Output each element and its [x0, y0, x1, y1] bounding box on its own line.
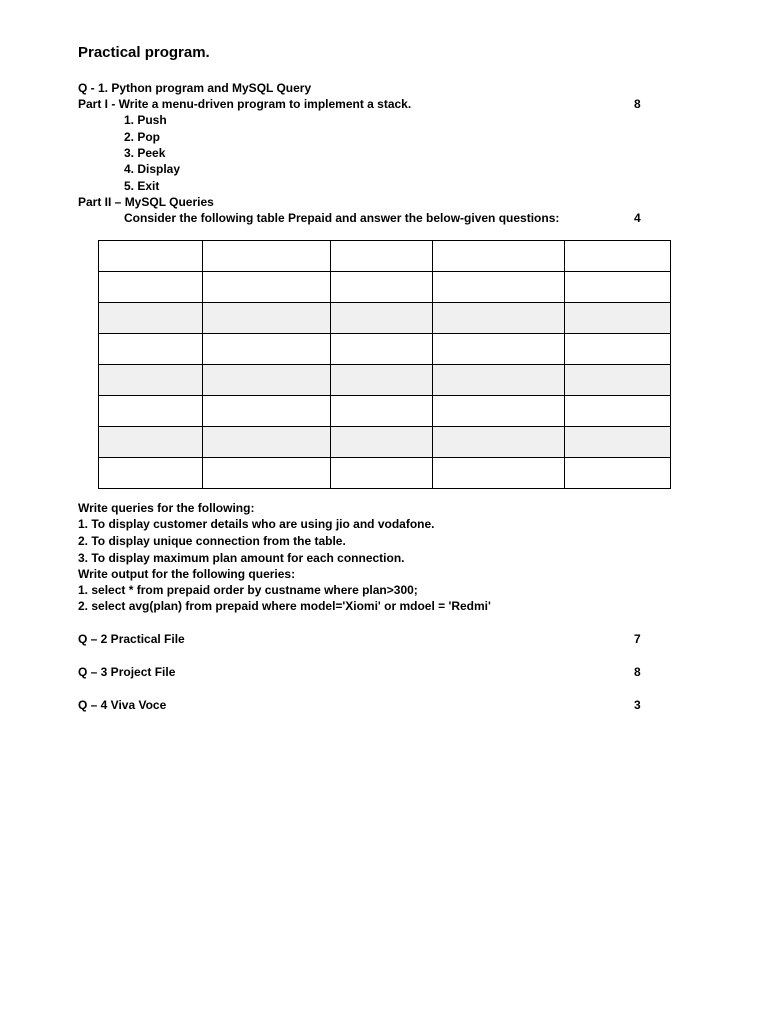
table-cell — [99, 303, 203, 334]
table-cell — [433, 241, 565, 272]
table-cell — [331, 334, 433, 365]
table-row — [99, 396, 671, 427]
q4-marks: 3 — [634, 698, 641, 712]
table-cell — [99, 365, 203, 396]
table-row — [99, 365, 671, 396]
table-row — [99, 458, 671, 489]
table-cell — [331, 396, 433, 427]
table-cell — [99, 396, 203, 427]
q1-heading: Q - 1. Python program and MySQL Query — [78, 81, 312, 95]
menu-item-exit: 5. Exit — [124, 179, 160, 193]
table-cell — [331, 241, 433, 272]
table-cell — [99, 272, 203, 303]
table-cell — [565, 427, 671, 458]
table-cell — [99, 427, 203, 458]
q4-label: Q – 4 Viva Voce — [78, 698, 167, 712]
table-cell — [433, 458, 565, 489]
table-row — [99, 303, 671, 334]
table-cell — [433, 303, 565, 334]
table-cell — [433, 365, 565, 396]
table-cell — [331, 272, 433, 303]
table-cell — [99, 334, 203, 365]
table-cell — [565, 458, 671, 489]
table-cell — [433, 396, 565, 427]
query-item: 1. To display customer details who are using jio and vodafone. — [78, 517, 435, 531]
table-row — [99, 272, 671, 303]
part2-text: Consider the following table Prepaid and answer the below-given questions: — [124, 211, 560, 225]
table-row — [99, 427, 671, 458]
menu-item-peek: 3. Peek — [124, 146, 166, 160]
table-cell — [331, 303, 433, 334]
table-cell — [433, 427, 565, 458]
table-cell — [565, 241, 671, 272]
table-cell — [203, 241, 331, 272]
table-cell — [565, 365, 671, 396]
table-cell — [565, 396, 671, 427]
menu-item-push: 1. Push — [124, 113, 167, 127]
menu-item-display: 4. Display — [124, 162, 181, 176]
prepaid-table — [98, 240, 671, 489]
table-cell — [331, 365, 433, 396]
output-query: 2. select avg(plan) from prepaid where model='Xiomi' or mdoel = 'Redmi' — [78, 599, 491, 613]
q3-label: Q – 3 Project File — [78, 665, 176, 679]
table-cell — [99, 241, 203, 272]
table-cell — [433, 272, 565, 303]
q2-label: Q – 2 Practical File — [78, 632, 185, 646]
part1-text: Part I - Write a menu-driven program to implement a stack. — [78, 97, 412, 111]
queries-heading: Write queries for the following: — [78, 501, 255, 515]
table-cell — [565, 272, 671, 303]
table-cell — [203, 458, 331, 489]
part1-marks: 8 — [634, 97, 641, 111]
table-cell — [331, 427, 433, 458]
table-cell — [433, 334, 565, 365]
table-cell — [565, 303, 671, 334]
table-cell — [203, 334, 331, 365]
output-query: 1. select * from prepaid order by custname where plan>300; — [78, 583, 418, 597]
table-cell — [203, 427, 331, 458]
table-cell — [565, 334, 671, 365]
table-row — [99, 334, 671, 365]
table-cell — [203, 396, 331, 427]
table-cell — [331, 458, 433, 489]
table-cell — [203, 365, 331, 396]
table-cell — [99, 458, 203, 489]
query-item: 2. To display unique connection from the table. — [78, 534, 346, 548]
table-row — [99, 241, 671, 272]
document-title: Practical program. — [78, 44, 210, 61]
output-heading: Write output for the following queries: — [78, 567, 296, 581]
table-cell — [203, 303, 331, 334]
table-cell — [203, 272, 331, 303]
menu-item-pop: 2. Pop — [124, 130, 161, 144]
part2-marks: 4 — [634, 211, 641, 225]
q2-marks: 7 — [634, 632, 641, 646]
part2-heading: Part II – MySQL Queries — [78, 195, 214, 209]
q3-marks: 8 — [634, 665, 641, 679]
query-item: 3. To display maximum plan amount for each connection. — [78, 551, 405, 565]
